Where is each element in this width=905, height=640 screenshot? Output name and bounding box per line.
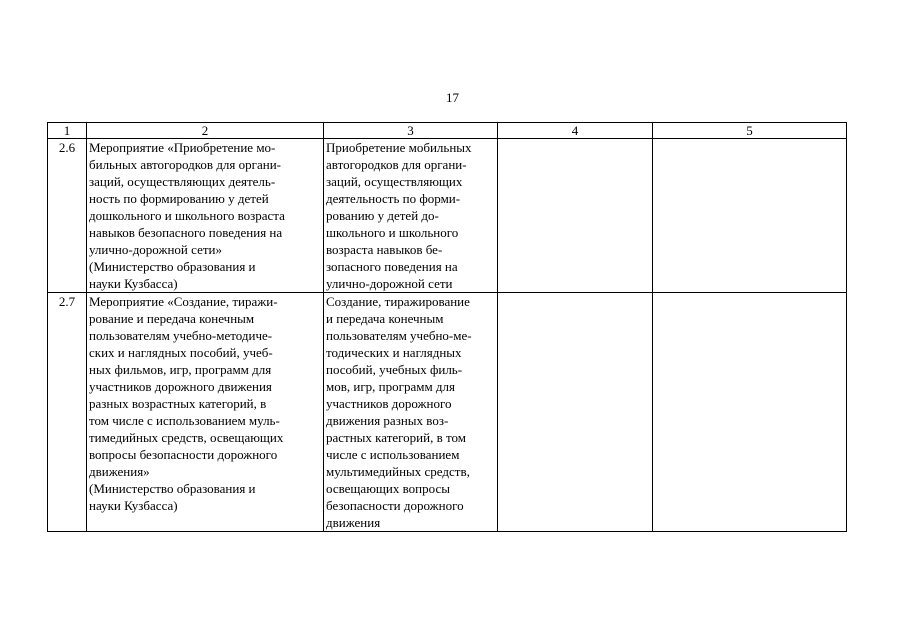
activity-result: Создание, тиражирование и передача конечным пользователям учебно-ме- тодических и наглядных пособий, учебных филь- мов, игр, программ для участников дорожного движения разных воз- растных категорий, в том числе с использованием мультимедийных средств, освещающих вопросы безопасности дорожного движения (324, 293, 498, 532)
column-4-cell (498, 139, 653, 293)
row-number: 2.6 (48, 139, 87, 293)
table-header-row (48, 123, 847, 139)
activity-description: Мероприятие «Приобретение мо- бильных автогородков для органи- заций, осуществляющих деятель- ность по формированию у детей дошкольного и школьного возраста навыков безопасного поведения на улично-дорожной сети» (Министерство образования и науки Кузбасса) (87, 139, 324, 293)
column-4-cell (498, 293, 653, 532)
column-5-cell (653, 139, 847, 293)
column-header-5: 5 (653, 123, 847, 139)
column-header-2: 2 (87, 123, 324, 139)
column-header-3: 3 (324, 123, 498, 139)
table-row (48, 293, 847, 532)
column-5-cell (653, 293, 847, 532)
activity-result: Приобретение мобильных автогородков для органи- заций, осуществляющих деятельность по форми- рованию у детей до- школьного и школьного возраста навыков бе- зопасного поведения на улично-дорожной сети (324, 139, 498, 293)
page-number: 17 (446, 90, 459, 105)
activity-description: Мероприятие «Создание, тиражи- рование и передача конечным пользователям учебно-методиче- ских и наглядных пособий, учеб- ных фильмов, игр, программ для участников дорожного движения разных возрастных категорий, в том числе с использованием муль- тимедийных средств, освещающих вопросы безопасности дорожного движения» (Министерство образования и науки Кузбасса) (87, 293, 324, 532)
table-row (48, 139, 847, 293)
document-table (47, 122, 847, 532)
column-header-4: 4 (498, 123, 653, 139)
column-header-1: 1 (48, 123, 87, 139)
row-number: 2.7 (48, 293, 87, 532)
